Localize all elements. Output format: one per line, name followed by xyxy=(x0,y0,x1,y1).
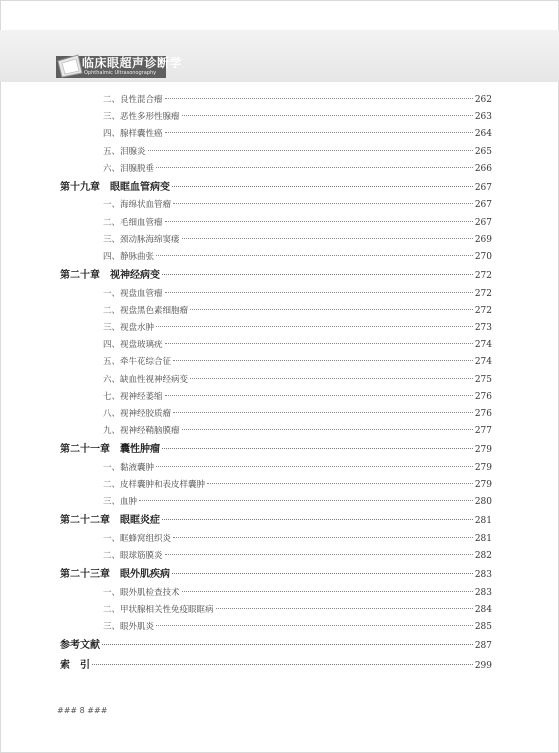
toc-entry-page: 287 xyxy=(474,641,492,652)
toc-section-entry xyxy=(60,602,492,619)
toc-entry-page: 285 xyxy=(474,622,492,633)
dot-leader xyxy=(173,360,473,361)
toc-entry-label: 第二十三章 眼外肌疾病 xyxy=(60,569,170,581)
toc-entry-page: 284 xyxy=(474,605,492,615)
toc-entry-page: 267 xyxy=(474,182,492,193)
toc-entry-label: 三、视盘水肿 xyxy=(103,323,155,334)
toc-entry-page: 281 xyxy=(474,533,492,544)
toc-entry-label: 第二十章 视神经病变 xyxy=(60,270,160,282)
toc-entry-page: 281 xyxy=(474,516,492,527)
toc-entry-label: 三、恶性多形性腺瘤 xyxy=(103,112,180,123)
toc-section-entry xyxy=(60,197,492,214)
toc-section-entry xyxy=(60,215,492,232)
dot-leader xyxy=(156,255,473,256)
toc-section-entry xyxy=(60,389,492,406)
dot-leader xyxy=(182,238,473,239)
toc-section-entry xyxy=(60,249,492,266)
dot-leader xyxy=(92,664,473,665)
dot-leader xyxy=(165,554,473,555)
toc-entry-page: 279 xyxy=(474,445,492,456)
toc-entry-label: 一、黏液囊肿 xyxy=(103,462,155,473)
dot-leader xyxy=(165,132,473,133)
toc-entry-page: 263 xyxy=(474,112,492,123)
toc-entry-label: 第二十一章 囊性肿瘤 xyxy=(60,444,160,456)
dot-leader xyxy=(216,608,473,609)
toc-entry-label: 三、眼外肌炎 xyxy=(103,622,155,633)
toc-entry-page: 299 xyxy=(474,660,492,671)
toc-entry-page: 277 xyxy=(474,426,492,437)
toc-entry-page: 262 xyxy=(474,95,492,105)
toc-entry-page: 275 xyxy=(474,374,492,385)
toc-chapter-entry xyxy=(60,511,492,531)
dot-leader xyxy=(102,644,473,645)
toc-entry-label: 第十九章 眼眶血管病变 xyxy=(60,181,170,193)
dot-leader xyxy=(165,292,473,293)
toc-section-entry xyxy=(60,337,492,354)
dot-leader xyxy=(173,412,473,413)
toc-entry-label: 六、缺血性视神经病变 xyxy=(103,374,189,385)
toc-entry-page: 270 xyxy=(474,252,492,262)
toc-entry-page: 282 xyxy=(474,551,492,562)
toc-entry-label: 五、牵牛花综合征 xyxy=(103,357,172,368)
dot-leader xyxy=(172,573,473,574)
dot-leader xyxy=(182,115,473,116)
toc-chapter-entry xyxy=(60,636,492,656)
toc-section-entry xyxy=(60,286,492,303)
toc-section-entry xyxy=(60,126,492,143)
toc-entry-label: 二、皮样囊肿和表皮样囊肿 xyxy=(103,480,206,491)
toc-entry-page: 265 xyxy=(474,146,492,157)
toc-entry-label: 二、良性混合瘤 xyxy=(103,95,163,105)
toc-section-entry xyxy=(60,232,492,249)
dot-leader xyxy=(156,326,473,327)
toc-entry-page: 283 xyxy=(474,570,492,581)
dot-leader xyxy=(165,221,473,222)
toc-entry-page: 283 xyxy=(474,587,492,598)
toc-section-entry xyxy=(60,531,492,548)
dot-leader xyxy=(165,395,473,396)
toc-entry-page: 276 xyxy=(474,391,492,402)
dot-leader xyxy=(148,150,473,151)
dot-leader xyxy=(190,309,473,310)
toc-entry-page: 272 xyxy=(474,288,492,299)
dot-leader xyxy=(162,274,473,275)
toc-section-entry xyxy=(60,354,492,371)
toc-section-entry xyxy=(60,423,492,440)
toc-section-entry xyxy=(60,460,492,477)
page-number: ### 8 ### xyxy=(57,706,108,715)
toc-section-entry xyxy=(60,109,492,126)
toc-entry-label: 一、视盘血管瘤 xyxy=(103,288,163,299)
toc-section-entry xyxy=(60,585,492,602)
dot-leader xyxy=(156,167,473,168)
toc-entry-page: 274 xyxy=(474,340,492,351)
toc-entry-label: 七、视神经萎缩 xyxy=(103,391,163,402)
toc-section-entry xyxy=(60,406,492,423)
dot-leader xyxy=(165,343,473,344)
toc-section-entry xyxy=(60,477,492,494)
dot-leader xyxy=(162,519,473,520)
dot-leader xyxy=(207,483,473,484)
dot-leader xyxy=(173,537,473,538)
toc-entry-page: 267 xyxy=(474,217,492,228)
toc-entry-page: 267 xyxy=(474,200,492,211)
toc-entry-page: 269 xyxy=(474,234,492,245)
toc-section-entry xyxy=(60,144,492,161)
dot-leader xyxy=(173,203,473,204)
dot-leader xyxy=(182,591,473,592)
toc-entry-label: 六、泪腺脱垂 xyxy=(103,163,155,174)
toc-entry-label: 二、眼球筋膜炎 xyxy=(103,551,163,562)
toc-section-entry xyxy=(60,161,492,178)
toc-entry-page: 272 xyxy=(474,271,492,282)
toc-entry-label: 一、眼外肌检查技术 xyxy=(103,587,180,598)
toc-section-entry xyxy=(60,92,492,109)
toc-section-entry xyxy=(60,303,492,320)
toc-entry-label: 四、腺样囊性癌 xyxy=(103,129,163,140)
toc-entry-label: 二、视盘黑色素细胞瘤 xyxy=(103,305,189,316)
toc-chapter-entry xyxy=(60,178,492,198)
dot-leader xyxy=(182,429,473,430)
dot-leader xyxy=(172,186,473,187)
toc-chapter-entry xyxy=(60,565,492,585)
toc-entry-label: 一、眶蜂窝组织炎 xyxy=(103,533,172,544)
dot-leader xyxy=(139,500,473,501)
toc-entry-page: 274 xyxy=(474,357,492,368)
toc-section-entry xyxy=(60,320,492,337)
toc-chapter-entry xyxy=(60,440,492,460)
dot-leader xyxy=(165,98,473,99)
dot-leader xyxy=(162,448,473,449)
toc-entry-label: 二、甲状腺相关性免疫眼眶病 xyxy=(103,605,214,615)
toc-entry-page: 279 xyxy=(474,480,492,491)
book-title: 临床眼超声诊断学 xyxy=(82,56,183,70)
toc-entry-label: 五、泪腺炎 xyxy=(103,146,146,157)
toc-entry-page: 272 xyxy=(474,305,492,316)
dot-leader xyxy=(190,378,473,379)
toc-section-entry xyxy=(60,619,492,636)
toc-entry-label: 三、血肿 xyxy=(103,497,138,508)
toc-entry-label: 参考文献 xyxy=(60,640,100,652)
toc-entry-page: 276 xyxy=(474,409,492,419)
toc-entry-label: 三、颈动脉海绵窦瘘 xyxy=(103,234,180,245)
toc-entry-page: 273 xyxy=(474,323,492,334)
toc-entry-page: 280 xyxy=(474,497,492,508)
toc-entry-label: 索 引 xyxy=(60,659,90,671)
book-subtitle: Ophthalmic Ultrasonography xyxy=(84,70,157,76)
toc-entry-page: 266 xyxy=(474,163,492,174)
toc-section-entry xyxy=(60,494,492,511)
table-of-contents xyxy=(60,92,492,675)
toc-section-entry xyxy=(60,372,492,389)
toc-entry-label: 二、毛细血管瘤 xyxy=(103,217,163,228)
dot-leader xyxy=(156,466,473,467)
toc-entry-page: 279 xyxy=(474,462,492,473)
toc-entry-label: 第二十二章 眼眶炎症 xyxy=(60,515,160,527)
dot-leader xyxy=(156,625,473,626)
toc-chapter-entry xyxy=(60,656,492,676)
toc-entry-label: 四、静脉曲张 xyxy=(103,252,155,262)
toc-entry-label: 四、视盘玻璃疣 xyxy=(103,340,163,351)
toc-section-entry xyxy=(60,548,492,565)
toc-entry-label: 八、视神经胶质瘤 xyxy=(103,409,172,419)
toc-entry-label: 一、海绵状血管瘤 xyxy=(103,200,172,211)
toc-entry-label: 九、视神经鞘脑膜瘤 xyxy=(103,426,180,437)
toc-chapter-entry xyxy=(60,266,492,286)
toc-entry-page: 264 xyxy=(474,129,492,140)
